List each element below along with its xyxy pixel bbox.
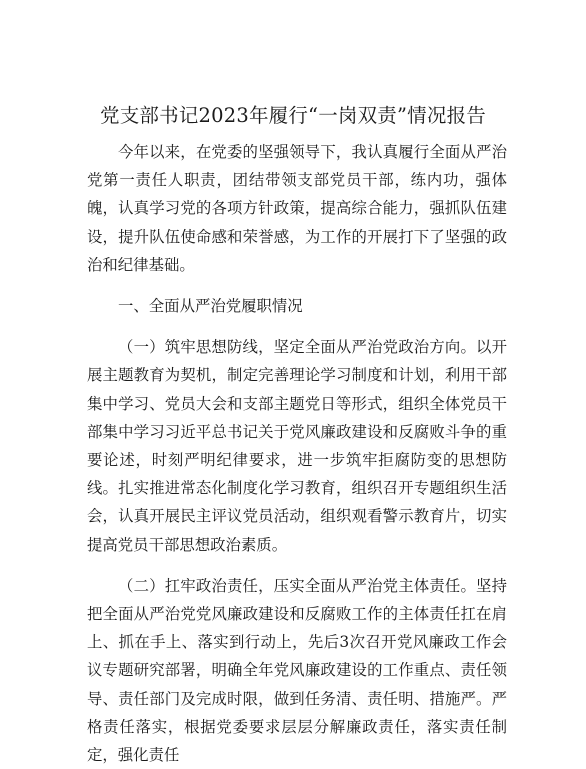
paragraph-gap [87,559,507,572]
paragraph-gap [87,279,507,292]
document-body [87,138,507,769]
paragraph-gap [87,320,507,333]
subsection-paragraph-2: （二）扛牢政治责任，压实全面从严治党主体责任。坚持把全面从严治党党风廉政建设和反腐败工作的主体责任扛在肩上、抓在手上、落实到行动上，先后3次召开党风廉政工作会议专题研究部署，明确全年党风廉政建设的工作重点、责任领导、责任部门及完成时限，做到任务清、责任明、措施严。严格责任落实，根据党委要求层层分解廉政责任，落实责任制定，强化责任 [87,576,507,765]
intro-paragraph: 今年以来，在党委的坚强领导下，我认真履行全面从严治党第一责任人职责，团结带领支部党员干部，练内功，强体魄，认真学习党的各项方针政策，提高综合能力，强抓队伍建设，提升队伍使命感和荣誉感，为工作的开展打下了坚强的政治和纪律基础。 [87,143,507,274]
document-title: 党支部书记2023年履行“一岗双责”情况报告 [100,104,486,127]
subsection-paragraph-1: （一）筑牢思想防线，坚定全面从严治党政治方向。以开展主题教育为契机，制定完善理论学习制度和计划，利用干部集中学习、党员大会和支部主题党日等形式，组织全体党员干部集中学习习近平总书记关于党风廉政建设和反腐败斗争的重要论述，时刻严明纪律要求，进一步筑牢拒腐防变的思想防线。扎实推进常态化制度化学习教育，组织召开专题组织生活会，认真开展民主评议党员活动，组织观看警示教育片，切实提高党员干部思想政治素质。 [87,338,507,554]
section-heading: 一、全面从严治党履职情况 [118,297,303,316]
